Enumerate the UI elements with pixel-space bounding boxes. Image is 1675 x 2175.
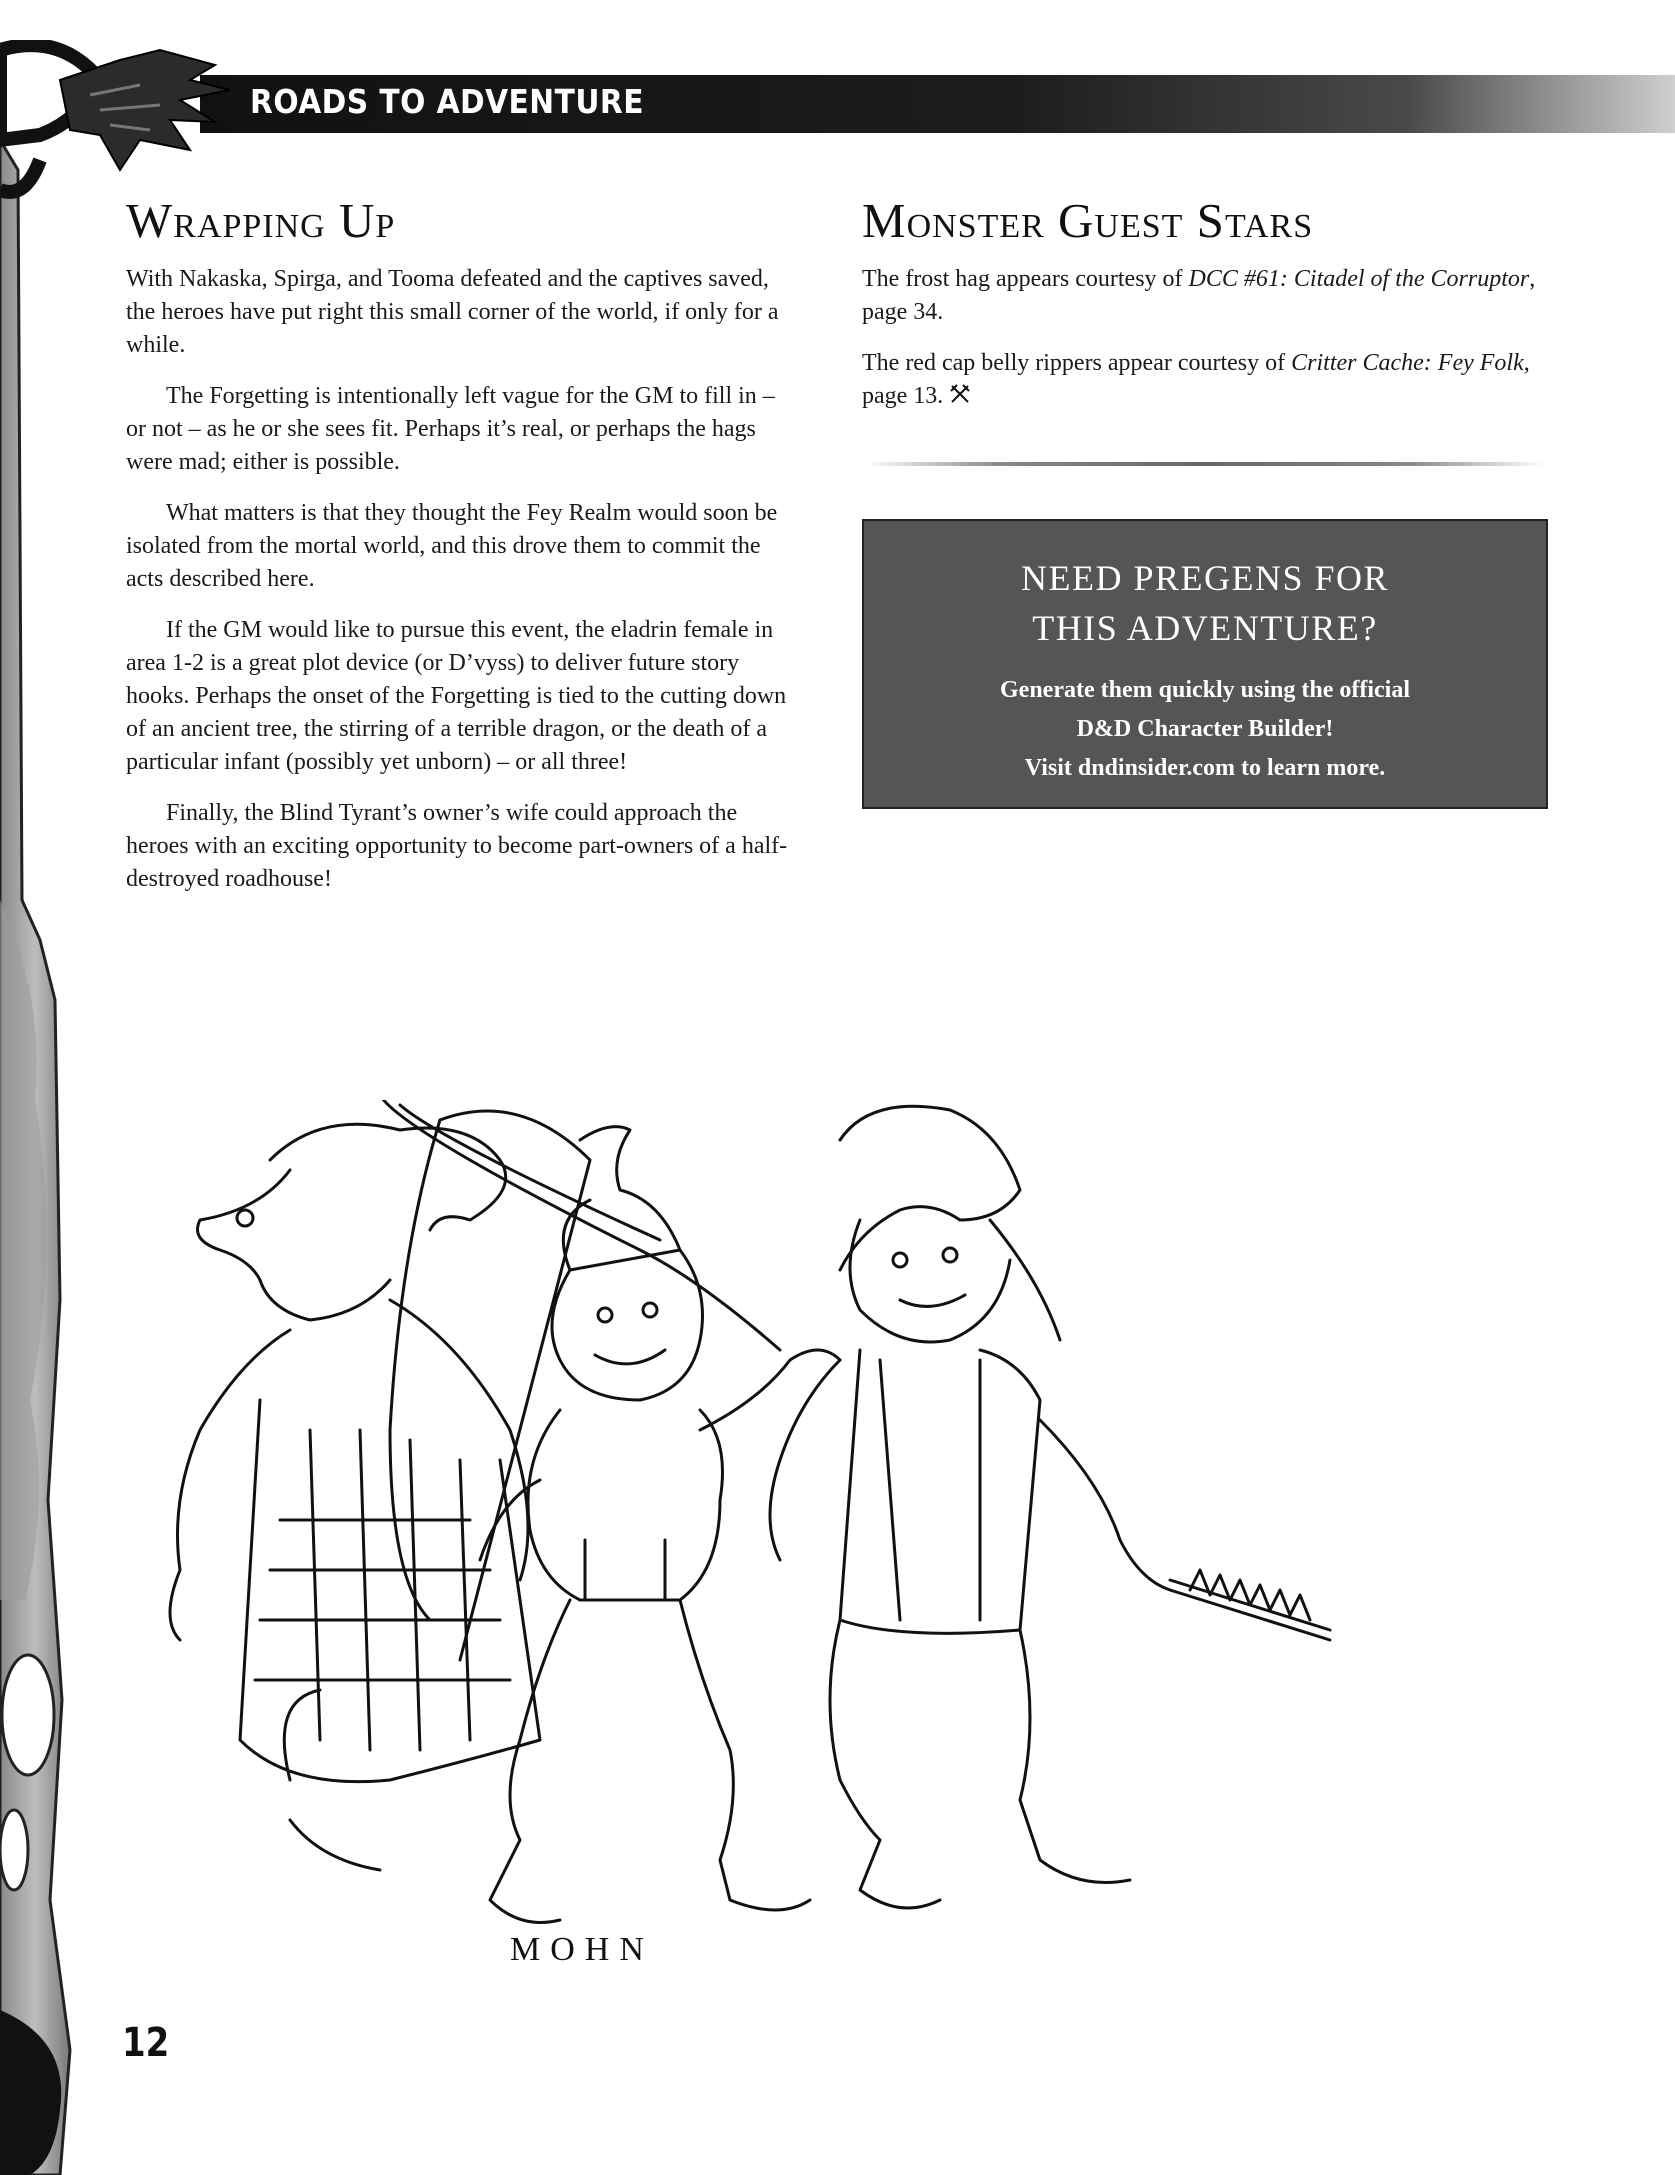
promo-line: Generate them quickly using the official bbox=[1000, 677, 1410, 703]
decorative-blade-border bbox=[0, 0, 110, 2175]
credit-text: The red cap belly rippers appear courtesy of bbox=[862, 350, 1292, 376]
right-red-cap-figure bbox=[770, 1106, 1330, 1908]
section-heading-monster-guest-stars: Monster Guest Stars bbox=[862, 193, 1314, 248]
header-title: ROADS TO ADVENTURE bbox=[250, 82, 644, 121]
page-number: 12 bbox=[122, 2020, 170, 2066]
section-heading-wrapping-up: Wrapping Up bbox=[126, 193, 396, 248]
left-column bbox=[126, 192, 798, 914]
credit-source-title: Critter Cache: Fey Folk bbox=[1291, 350, 1524, 376]
credit-text: , page 13. bbox=[862, 350, 1530, 409]
paragraph: If the GM would like to pursue this event, the eladrin female in area 1-2 is a great plot device (or D’vyss) to deliver future story hooks. Perhaps the onset of the Forgetting is tied to the cutting down of an ancient tree, the stirring of a terrible dragon, or the death of a particular infant (possibly yet unborn) – or all three! bbox=[126, 617, 787, 775]
credit-frost-hag bbox=[862, 263, 1552, 329]
credit-red-cap bbox=[862, 347, 1552, 413]
pregens-promo-box bbox=[862, 519, 1548, 809]
red-cap-illustration bbox=[140, 1100, 1660, 1980]
right-column bbox=[862, 192, 1552, 431]
credit-source-title: DCC #61: Citadel of the Corruptor bbox=[1188, 266, 1530, 292]
artist-signature: MOHN bbox=[510, 1931, 654, 1968]
promo-line: D&D Character Builder! bbox=[1076, 716, 1334, 742]
paragraph: Finally, the Blind Tyrant’s owner’s wife could approach the heroes with an exciting opportunity to become part-owners of a half-destroyed roadhouse! bbox=[126, 800, 788, 892]
paragraph: What matters is that they thought the Fey Realm would soon be isolated from the mortal world, and this drove them to commit the acts described here. bbox=[126, 500, 778, 592]
credit-text: The frost hag appears courtesy of bbox=[862, 266, 1189, 292]
paragraph: The Forgetting is intentionally left vague for the GM to fill in – or not – as he or she sees fit. Perhaps it’s real, or perhaps the hags were mad; either is possible. bbox=[126, 383, 775, 475]
credit-text: , page 34. bbox=[862, 266, 1536, 325]
promo-title bbox=[864, 553, 1546, 653]
promo-line: Visit dndinsider.com to learn more. bbox=[1024, 755, 1386, 781]
paragraph: With Nakaska, Spirga, and Tooma defeated and the captives saved, the heroes have put right this small corner of the world, if only for a while. bbox=[126, 266, 779, 358]
promo-text bbox=[864, 671, 1546, 788]
promo-title-line: NEED PREGENS FOR bbox=[1020, 558, 1390, 598]
promo-title-line: THIS ADVENTURE? bbox=[1032, 608, 1378, 648]
dragon-head-emblem bbox=[0, 40, 240, 200]
section-divider bbox=[865, 462, 1545, 466]
crossed-swords-icon bbox=[949, 383, 971, 405]
